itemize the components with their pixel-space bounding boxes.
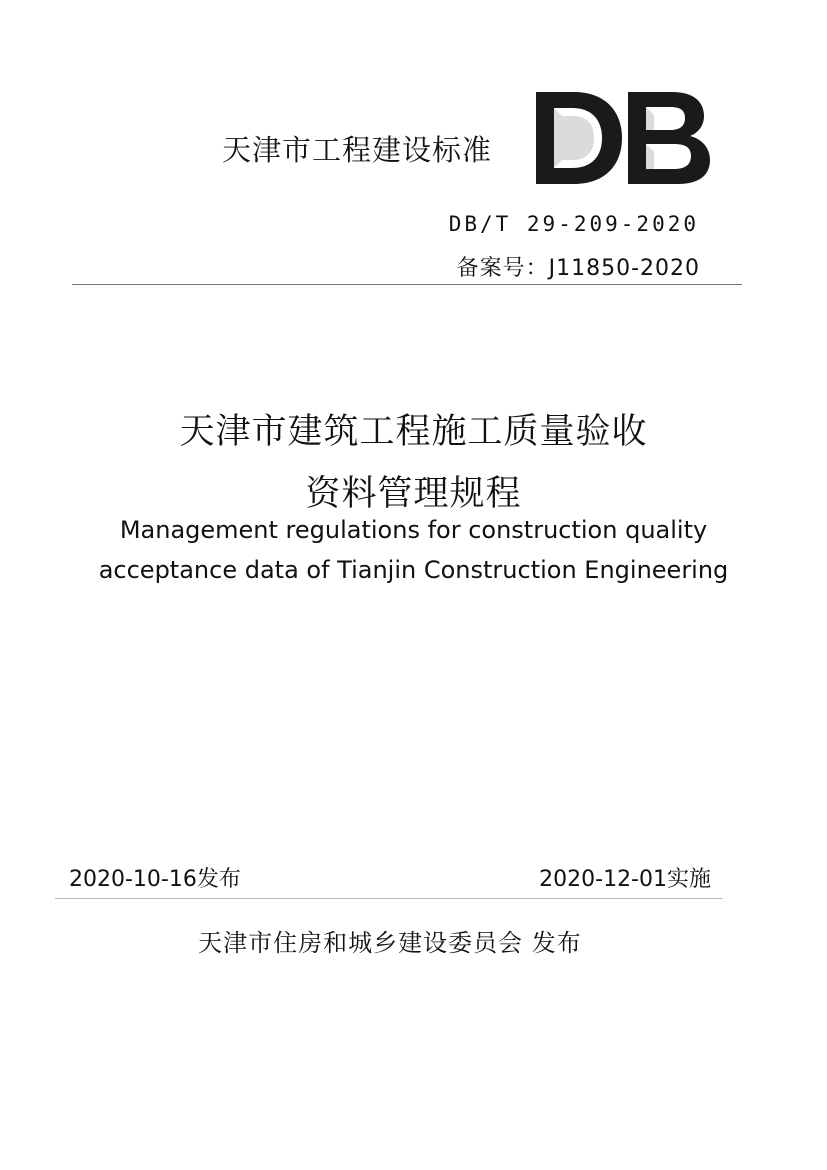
db-logo bbox=[532, 90, 712, 186]
db-logo-letter-b bbox=[628, 92, 710, 184]
title-cn-line1: 天津市建筑工程施工质量验收 bbox=[179, 412, 648, 452]
implementation-date: 2020-12-01实施 bbox=[539, 867, 711, 892]
title-en-line1: Management regulations for construction quality bbox=[119, 516, 708, 544]
record-number: 备案号：J11850-2020 bbox=[456, 256, 700, 281]
footer-divider bbox=[55, 898, 723, 899]
title-cn-line2: 资料管理规程 bbox=[305, 474, 522, 514]
issuing-authority: 天津市住房和城乡建设委员会 发布 bbox=[198, 929, 582, 957]
title-en-line2: acceptance data of Tianjin Construction Engineering bbox=[98, 556, 729, 584]
header-divider bbox=[72, 284, 742, 285]
issue-date: 2020-10-16发布 bbox=[69, 867, 241, 892]
standard-number: DB/T 29-209-2020 bbox=[448, 212, 699, 236]
standard-category: 天津市工程建设标准 bbox=[222, 133, 493, 167]
